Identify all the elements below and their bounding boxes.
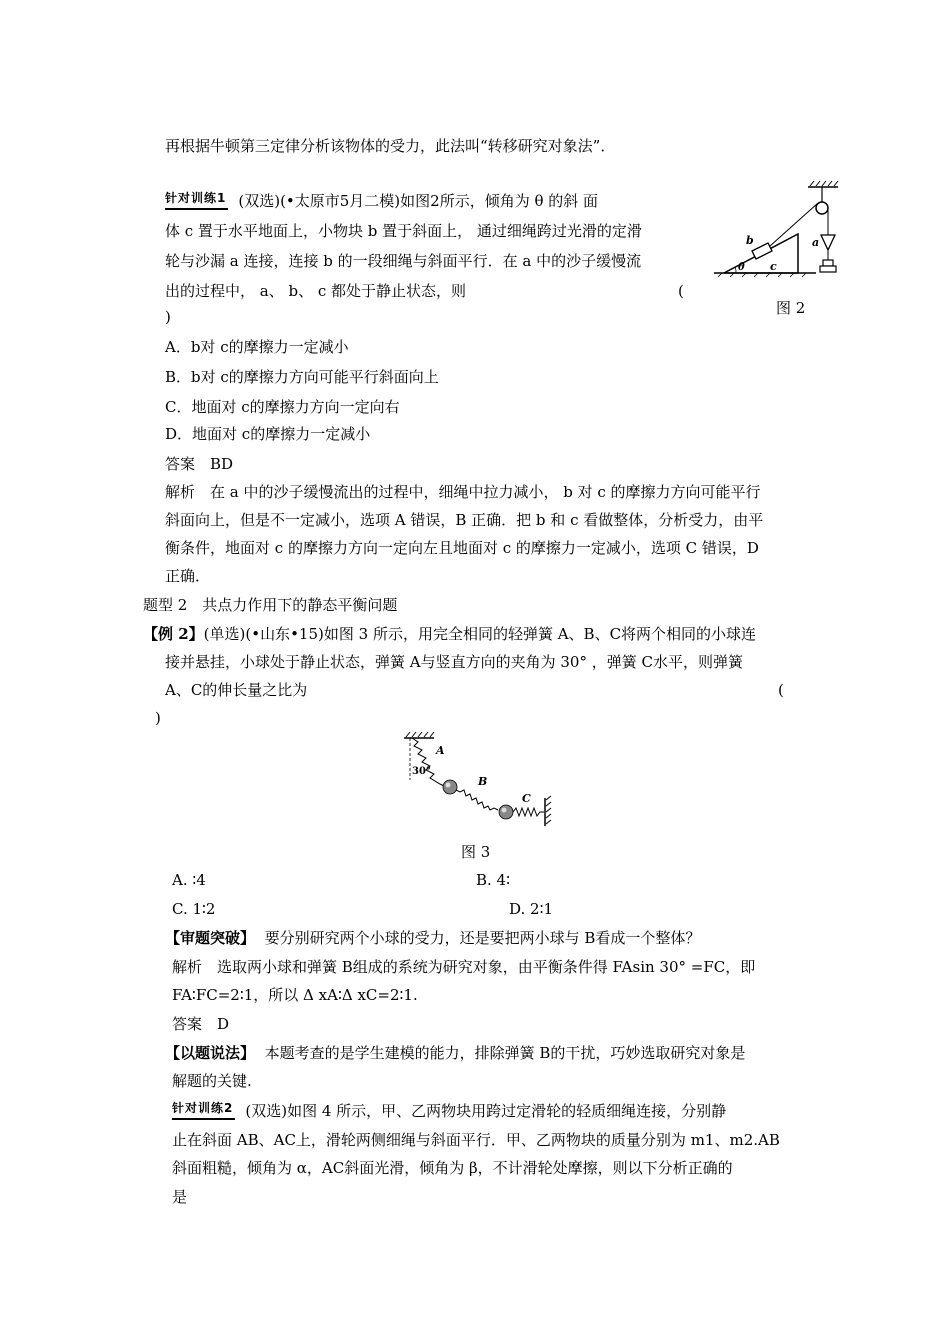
analysis-line: 正确． [165, 567, 211, 585]
analysis-line: 解析 在 a 中的沙子缓慢流出的过程中，细绳中拉力减小， b 对 c 的摩擦力方向可能平行 [165, 483, 761, 501]
problem-text: (双选)(•太原市5月二模)如图2所示，倾角为 θ 的斜 面 [238, 192, 599, 210]
paren-close: ) [165, 308, 171, 326]
example-label: 【例 2】 [143, 625, 204, 643]
paren-open: ( [678, 282, 684, 300]
label-b: b [746, 234, 754, 247]
text-line: 再根据牛顿第三定律分析该物体的受力，此法叫“转移研究对象法”． [165, 137, 616, 155]
section-title: 题型 2 共点力作用下的静态平衡问题 [143, 596, 398, 614]
label-spring-a: A [436, 744, 445, 757]
answer: 答案 D [172, 1015, 230, 1033]
problem-line [165, 191, 598, 214]
problem-text: (双选)如图 4 所示，甲、乙两物块用跨过定滑轮的轻质细绳连接，分别静 [245, 1102, 727, 1120]
option-d: D．地面对 c的摩擦力一定减小 [165, 425, 371, 443]
label-theta: θ [738, 262, 745, 273]
option-c: C．地面对 c的摩擦力方向一定向右 [165, 398, 400, 416]
problem-line: 出的过程中， a、 b、 c 都处于静止状态，则 [165, 282, 467, 300]
analysis-line: 斜面向上，但是不一定减小，选项 A 错误，B 正确．把 b 和 c 看做整体，分析受力，由平 [165, 511, 764, 529]
lesson-label: 【以题说法】 [165, 1044, 256, 1062]
option-b: B．b对 c的摩擦力方向可能平行斜面向上 [165, 368, 439, 386]
option-a: A. ∶4 [172, 871, 206, 889]
problem-line: 轮与沙漏 a 连接，连接 b 的一段细绳与斜面平行．在 a 中的沙子缓慢流 [165, 252, 642, 270]
label-spring-c: C [522, 792, 531, 805]
problem-line: 是 [172, 1188, 188, 1206]
paren-open: ( [778, 681, 784, 699]
training-tag: 针对训练1 [165, 188, 228, 210]
problem-line: 体 c 置于水平地面上，小物块 b 置于斜面上， 通过细绳跨过光滑的定滑 [165, 222, 642, 240]
option-c: C. 1∶2 [172, 900, 216, 918]
analysis-line: 解析 选取两小球和弹簧 B组成的系统为研究对象，由平衡条件得 FAsin 30° =FC，即 [172, 958, 756, 976]
example-line: A、C的伸长量之比为 [165, 681, 308, 699]
example-line: 接并悬挂，小球处于静止状态，弹簧 A与竖直方向的夹角为 30° ，弹簧 C水平，则弹簧 [165, 653, 743, 671]
analysis-line: 衡条件，地面对 c 的摩擦力方向一定向左且地面对 c 的摩擦力一定减小，选项 C 错误，D [165, 539, 759, 557]
figure-caption: 图 2 [776, 299, 806, 317]
breakthrough-label: 【审题突破】 [165, 929, 256, 947]
label-a: a [812, 236, 820, 249]
label-c: c [770, 260, 777, 273]
breakthrough-text: 要分别研究两个小球的受力，还是要把两小球与 B看成一个整体？ [264, 929, 701, 947]
example-line [143, 624, 756, 644]
lesson-line: 解题的关键. [172, 1072, 252, 1090]
analysis-line: FA∶FC=2∶1，所以 Δ xA∶Δ xC=2∶1. [172, 986, 418, 1004]
answer: 答案 BD [165, 455, 234, 473]
lesson-text: 本题考查的是学生建模的能力，排除弹簧 B的干扰，巧妙选取研究对象是 [264, 1044, 746, 1062]
option-d: D. 2∶1 [509, 900, 554, 918]
problem-line: 止在斜面 AB、AC上，滑轮两侧细绳与斜面平行．甲、乙两物块的质量分别为 m1、m2.AB [172, 1131, 780, 1149]
figure-3 [398, 730, 563, 830]
option-b: B. 4∶ [476, 871, 511, 889]
label-spring-b: B [478, 775, 488, 788]
example-text: (单选)(•山东•15)如图 3 所示，用完全相同的轻弹簧 A、B、C将两个相同的小球连 [203, 625, 757, 643]
figure-2 [710, 180, 850, 280]
training-tag: 针对训练2 [172, 1098, 235, 1120]
lesson-line [165, 1043, 745, 1063]
label-angle: 30° [412, 766, 431, 777]
problem-line: 斜面粗糙，倾角为 α，AC斜面光滑，倾角为 β，不计滑轮处摩擦，则以下分析正确的 [172, 1159, 733, 1177]
breakthrough-line [165, 928, 700, 948]
paren-close: ) [155, 709, 161, 727]
problem-line [172, 1101, 726, 1124]
figure-caption: 图 3 [461, 843, 491, 861]
option-a: A．b对 c的摩擦力一定减小 [165, 338, 349, 356]
